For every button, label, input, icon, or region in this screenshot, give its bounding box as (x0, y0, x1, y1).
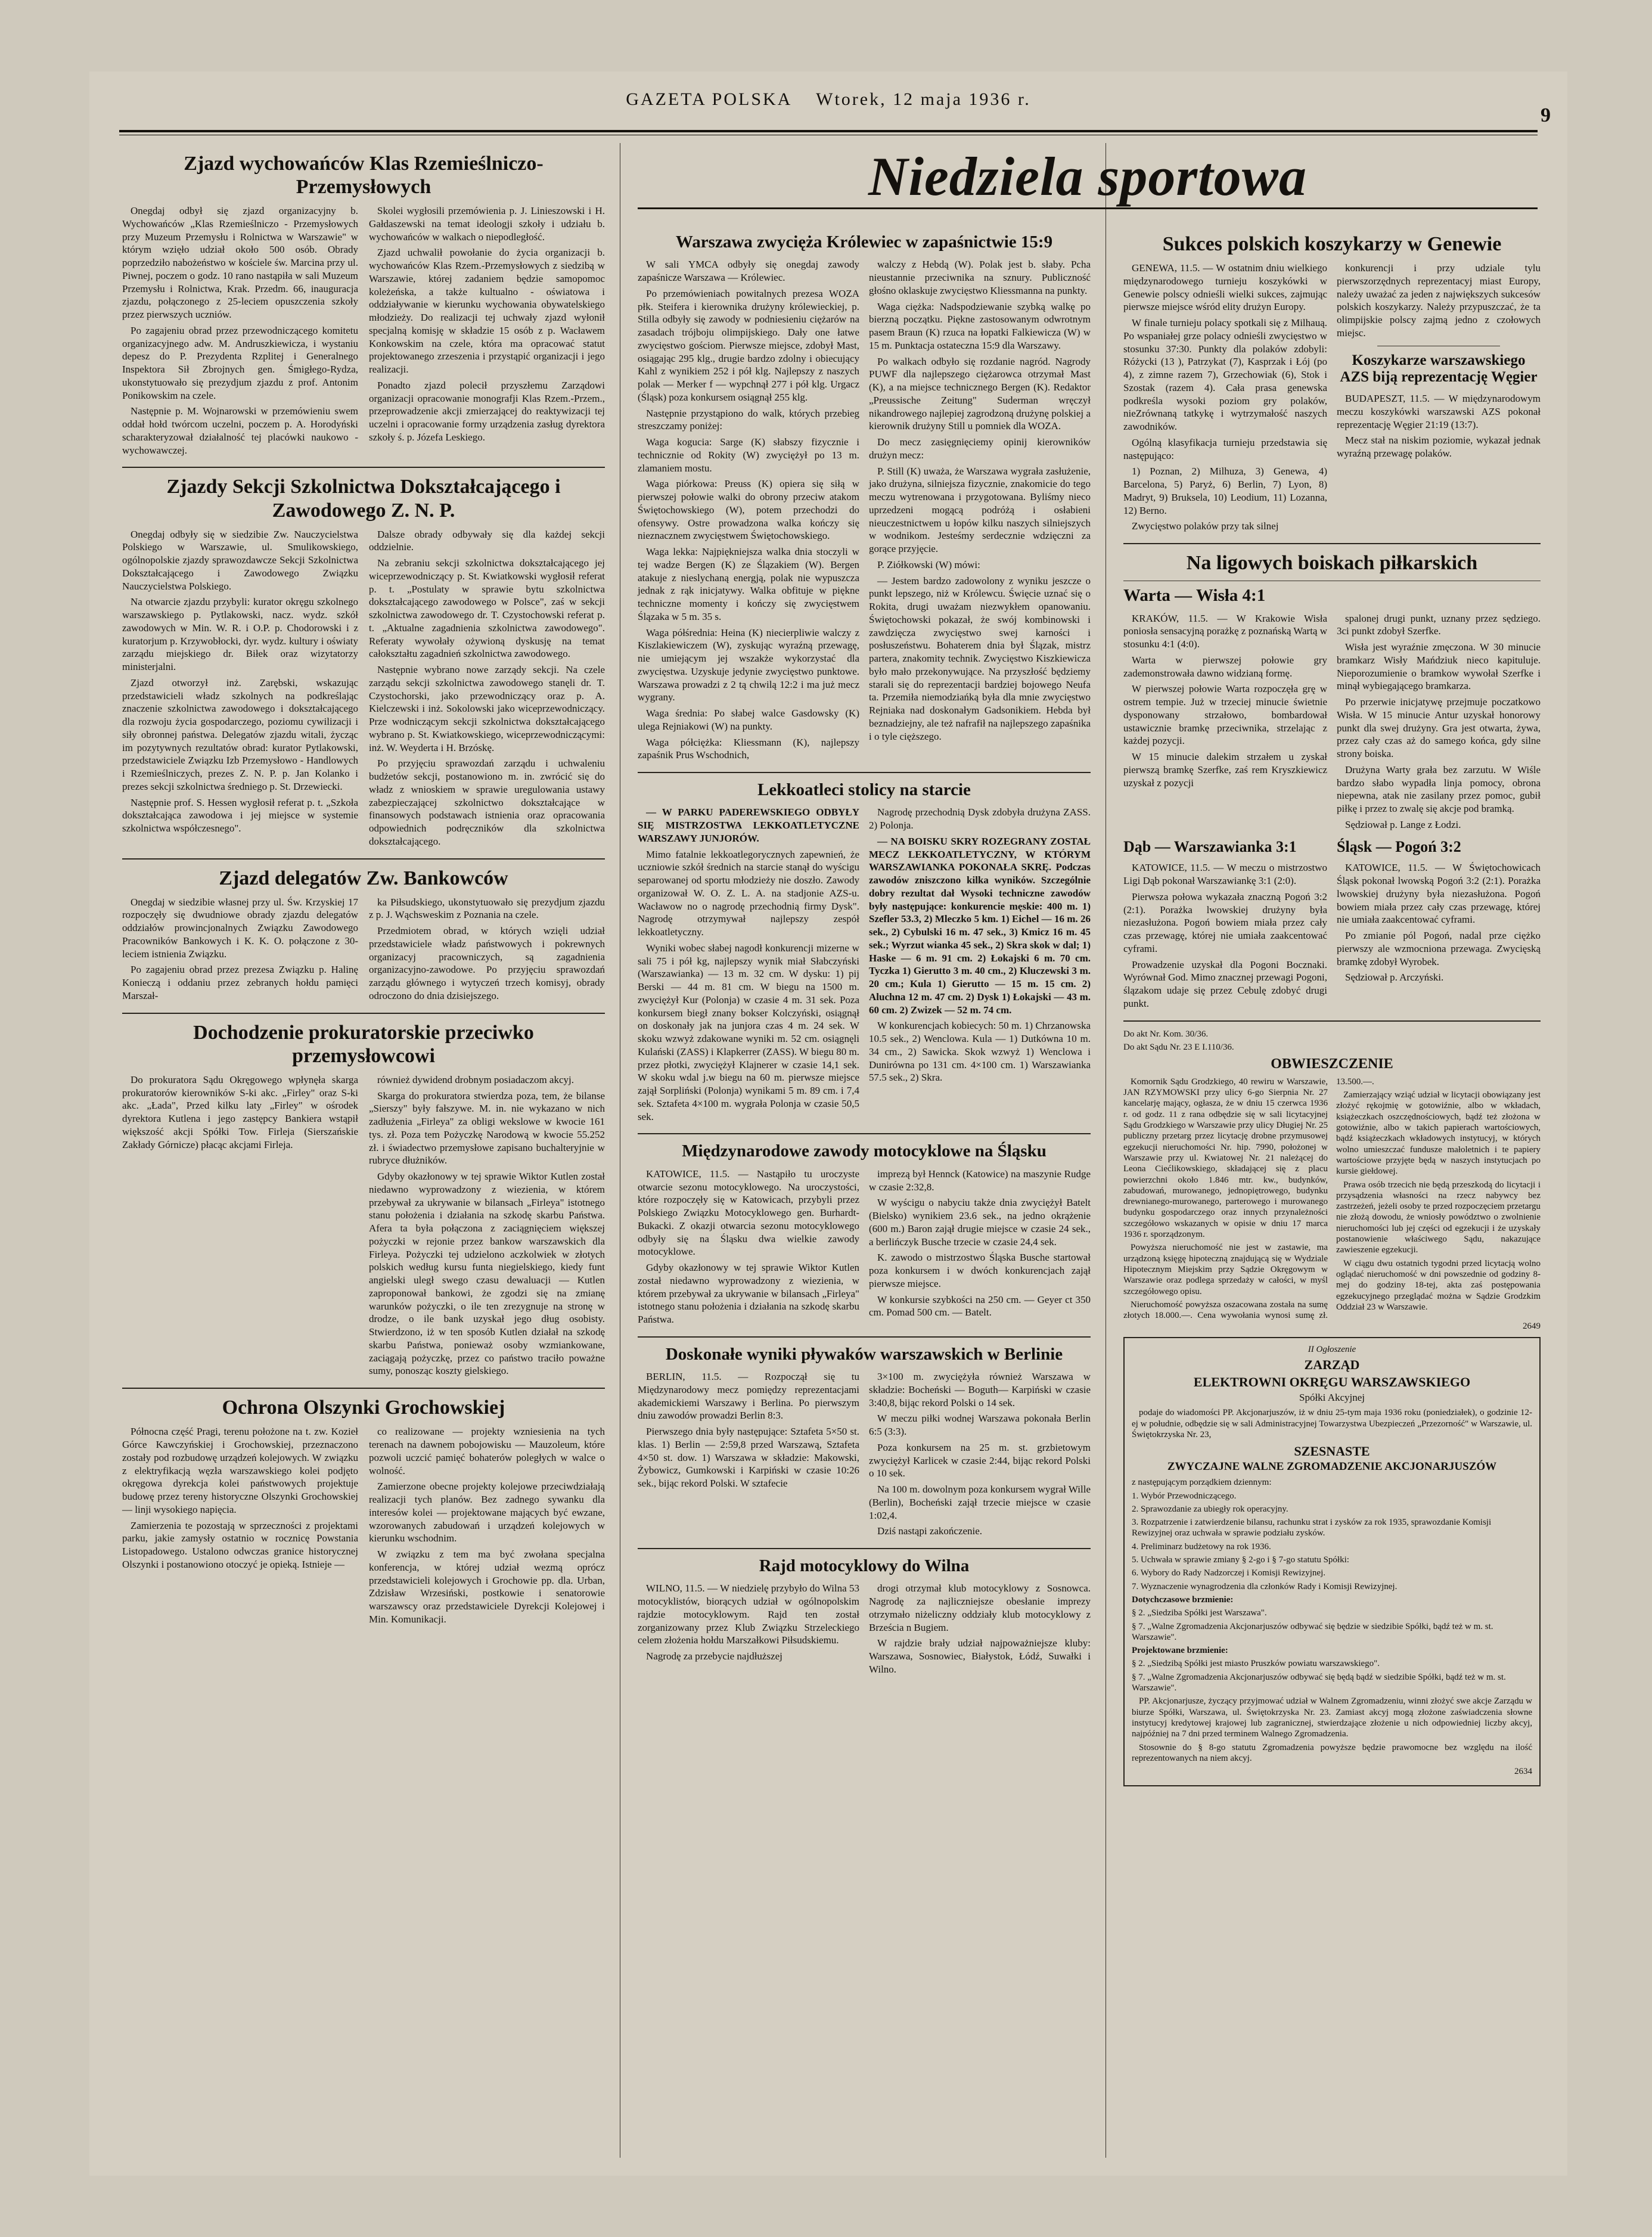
ad-org-line2: ELEKTROWNI OKRĘGU WARSZAWSKIEGO (1193, 1374, 1471, 1389)
notice-paragraph: Powyższa nieruchomość nie jest w zastawie, ma urządzoną księgę hipoteczną znajdującą się w Wydziale Hipotecznym Miejskim przy Sądzie Okręgowym w Warszawie oraz podlega sprzedaży w całości, w myśl szczegółowego opisu. (1123, 1243, 1328, 1296)
body-paragraph: P. Still (K) uważa, że Warszawa wygrała zasłużenie, jako drużyna, silniejsza fizycznie, znakomicie do tego meczu wytrenowana i przygotowana. Byliśmy nieco uprzedzeni mogącą podróżą i osłabieni nieuczestnictwem u łopów kilku naszych silniejszych w wodnikom. Jesteśmy serdecznie wdzięczni za gorące przyjęcie. (869, 465, 1091, 555)
headline-zjazd-bankowcow: Zjazd delegatów Zw. Bankowców (219, 867, 508, 889)
headline-lekkoatleci: Lekkoatleci stolicy na starcie (757, 780, 971, 800)
column-2 (638, 232, 1091, 1679)
body-paragraph: co realizowane — projekty wzniesienia na tych terenach na dawnem pobojowisku — Mauzoleum, które pozwoli uczcić pamięć bohaterów poległych w walce o wolność. (369, 1426, 605, 1476)
notice-ref-2: Do akt Sądu Nr. 23 E I.110/36. (1123, 1042, 1234, 1052)
body-paragraph: Waga średnia: Po słabej walce Gasdowsky (K) ulega Rejniakowi (W) na punkty. (638, 708, 859, 732)
ad-footer: PP. Akcjonarjusze, życzący przyjmować udział w Walnem Zgromadzeniu, winni złożyć swe akcje Zarządu w biurze Spółki, Warszawa, ul. Świętokrzyska Nr. 23. Zamiast akcyj mogą złożone zaświadczenia słowne instytucyj kredytowej krajowej lub zagranicznej, stwierdzające złożenie u nich odpowiedniej liczby akcyj, najpóźniej na 7 dni przed terminem Walnego Zgromadzenia. (1132, 1696, 1532, 1739)
section-divider (638, 1336, 1091, 1338)
body-paragraph: Gdyby okazłonowy w tej sprawie Wiktor Kutlen został niedawno wyprowadzony z wiezienia, w którem przebywał za ukrywanie w bilansach „Firleya" istotnego stanu położenia i działania na szkodę skarbu Państwa. (638, 1262, 859, 1326)
body-paragraph: imprezą był Hennck (Katowice) na maszynie Rudge w czasie 2:32,8. (869, 1168, 1091, 1193)
ad-org-line3: Spółki Akcyjnej (1299, 1391, 1365, 1403)
sports-banner-wrap (638, 146, 1538, 209)
body-paragraph: Nagrodę za przebycie najdłuższej (646, 1650, 782, 1662)
body-paragraph: KATOWICE, 11.5. — W meczu o mistrzostwo Ligi Dąb pokonał Warszawiankę 3:1 (2:0). (1123, 862, 1327, 887)
body-paragraph: W konkurencjach kobiecych: 50 m. 1) Chrzanowska 10.5 sek., 2) Wenclowa. Kula — 1) Dutkówna 10 m. 34 cm., 2) Sawicka. Skok wzwyż 1) Wenclowa i Dunirówna po 131 cm. 4×100 cm. 1) Warszawianka 57.5 sek., 2) Skra. (869, 1020, 1091, 1084)
body-paragraph: Zjazd otworzył inż. Zarębski, wskazując przedstawicieli władz szkolnych na podkreślając znaczenie szkolnictwa zawodowego i dokształcającego dla rozwoju życia gospodarczego, poziomu cywilizacji i siły obronnej państwa. Delegatów zjazdu witali, życząc im pozytywnych rezultatów obrad: kurator Pytlakowski, przedstawiciele Związku Izb Przemysłowo - Handlowych i Rzemieślniczych, prezes Z. N. P. p. Jan Kolanko i prezes sekcji szkolnictwa średniego p. St. Drzewiecki. (122, 677, 358, 792)
notice-ref-number: 2649 (1523, 1321, 1541, 1332)
body-paragraph: WILNO, 11.5. — W niedzielę przybyło do Wilna 53 motocyklistów, biorących udział w ogólnopolskim rajdzie motocyklowym. Rajd ten został zorganizowany przez Klub Związku Strzeleckiego celem złożenia hołdu Marszałkowi Piłsudskiemu. (638, 1583, 859, 1646)
ad-agenda-item: 5. Uchwała w sprawie zmiany § 2-go i § 7-go statutu Spółki: (1132, 1555, 1349, 1565)
body-paragraph-lead: — W PARKU PADEREWSKIEGO ODBYŁY SIĘ MISTRZOSTWA LEKKOATLETYCZNE WARSZAWY JUNJORÓW. (638, 806, 859, 844)
header-rule (119, 130, 1538, 135)
ad-agenda-intro: z następującym porządkiem dziennym: (1132, 1478, 1272, 1488)
body-paragraph: Skarga do prokuratora stwierdza poza, tem, że bilanse „Sierszy" były fałszywe. M. in. nie wykazano w nich zadłużenia „Firleya" za obligi wekslowe w kwocie 161 tys. zł. Poza tem Pożyczkę Narodową w kwocie 55.252 zł. i świadectwo przemysłowe zapisano buchalteryjnie w rubryce dłużników. (369, 1090, 605, 1166)
body-paragraph: Ogólną klasyfikacja turnieju przedstawia się następująco: (1123, 436, 1327, 461)
body-paragraph: Następnie wybrano nowe zarządy sekcji. Na czele zarządu sekcji szkolnictwa zawodowego stanęli dr. T. Czystochorski, jako przewodniczący oraz p. A. Kielczewski i inż. Sokolowski jako wiceprzewodniczący. Prze wodniczącym sekcji szkolnictwa dokształcającego wybrano p. St. Kwiatkowskiego, wiceprzewodniczącymi: inż. W. Weyderta i H. Brzóskę. (369, 664, 605, 753)
section-divider (638, 1133, 1091, 1134)
body-paragraph: Po walkach odbyło się rozdanie nagród. Nagrody PUWF dla najlepszego ciężarowca otrzymał Mast (K), a na miejsce technicznego Bergen (K). Redaktor „Preussische Zeitung" Suderman wręczył nikandrowego najlepiej zagrodzoną drużynę polskiej a kierownik drużyny Still u pomniek dla WOZA. (869, 355, 1091, 432)
section-divider (1123, 543, 1541, 544)
masthead-title: GAZETA POLSKA (626, 89, 791, 109)
column-3 (1123, 232, 1541, 1786)
banner-rule (638, 207, 1538, 209)
body-paragraph: Drużyna Warty grała bez zarzutu. W Wiśle bardzo słabo wypadła linja pomocy, obrona niepewna, atak nie zasilany przez pomoc, gubił piłkę i przez to zwalę się akcje pod bramką. (1337, 764, 1541, 815)
body-paragraph: Północna część Pragi, terenu położone na t. zw. Kozieł Górce Kawczyńskiej i Grochowskiej, przeznaczono zostały pod rozbudowę urządzeń kolejowych. W związku z elektryfikacją węzła warszawskiego kolei podjęto okręgowa dyrekcja kolei państwowych projektuje budowę przez tereny historyczne Olszynki Grochowskiej — linji wysokiego napięcia. (122, 1426, 358, 1515)
body-paragraph: Na zebraniu sekcji szkolnictwa dokształcającego jej wiceprzewodniczący p. St. Kwiatkowski wygłosił referat p. t. „Postulaty w sprawie bytu szkolnictwa dokształcającego zawodowego w Polsce", zaś w sekcji szkolnictwa zawodowego dr. T. Czystochowski referat p. t. „Aktualne zagadnienia szkolnictwa zawodowego". Referaty wywołały ożywioną dyskusję na temat całokształtu zagadnień szkolnictwa zawodowego. (369, 557, 605, 660)
match-score-dab-warszawianka: Dąb — Warszawianka 3:1 (1123, 837, 1297, 855)
body-paragraph: W związku z tem ma być zwołana specjalna konferencja, w której udział wezmą oprócz przedstawicieli kolejowych i Grochowie pp. dla. Urban, Zdzisław Wrzesiński, postkowie i senatorowie warszawscy oraz przedstawiciele Dyrekcji Kolejowej i Min. Komunikacji. (369, 1549, 605, 1625)
ad-footer: Stosownie do § 8-go statutu Zgromadzenia powyższe będzie prawomocne bez względu na ilość reprezentowanych na niem akcyj. (1132, 1742, 1532, 1763)
body-paragraph: Dalsze obrady odbywały się dla każdej sekcji oddzielnie. (369, 528, 605, 553)
body-paragraph: Waga półśrednia: Heina (K) niecierpliwie walczy z Kiszlakiewiczem (W), zyskując wyraźną przewagę, nie umiejącym jej wszakże wykorzystać dla zwycięstwa. Uzyskuje jedynie zwycięstwo punktowe. Warszawa prowadzi z 2 tą chwilą 12:2 i ma już mecz wygrany. (638, 626, 859, 703)
notice-paragraph: Prawa osób trzecich nie będą przeszkodą do licytacji i przysądzenia własności na rzecz nabywcy bez zastrzeżeń, jeżeli osoby te przed rozpoczęciem przetargu nie złożą dowodu, że wniosły powództwo o zwolnienie nieruchomości lub jej części od egzekucji i że uzyskały postanowienie właściwego Sądu, nakazujące zawieszenie egzekucji. (1336, 1180, 1541, 1255)
body-paragraph: KATOWICE, 11.5. — W Świętochowicach Śląsk pokonał lwowską Pogoń 3:2 (2:1). Porażka lwowskiej drużyny była niezasłużona. Pogoń bowiem miała przez cały czas przewagę, której nie umiała zaakcentować cyframi. (1337, 862, 1541, 926)
ad-new-item: § 7. „Walne Zgromadzenia Akcjonarjuszów odbywać się będą bądź w siedzibie Spółki, bądź też w m. st. Warszawie". (1132, 1672, 1506, 1693)
ad-ref-number: 2634 (1514, 1767, 1532, 1777)
body-paragraph: Po przerwie inicjatywę przejmuje poczatkowo Wisła. W 15 minucie Antur uzyskał honorowy punkt dla swej drużyny. Gra jest otwarta, żywa, przez cały czas aż do samego końca, gdy silne strony boiska. (1337, 696, 1541, 760)
body-paragraph: Przedmiotem obrad, w których wzięli udział przedstawiciele władz państwowych i pokrewnych organizacyj pracowniczych, są zagadnienia organizacyjno-zawodowe. Po przyjęciu sprawozdań zarządu głównego i wytyczeń trzech komisyj, obrady odroczono do dnia dzisiejszego. (369, 925, 605, 1001)
body-paragraph: — Jestem bardzo zadowolony z wyniku jeszcze o punkt lepszego, niż w Królewcu. Święcie uznać się o Rokita, drugi uważam niezwykłem opanowaniu. Świętochowski pokazał, że swój kombinowski i zawdzięcza zwycięstwo swej karności i posłuszeństwu. Bohaterem dnia był Ślązak, mistrz partera, znakomity technik. Zwycięstwo Kiszkiewicza było mało przekonywujące. Na przyszłość będziemy starali się do reprezentacji bardziej bojowego Neufa ta. Przemiła niemodziańką była dla mnie zwycięstwo Rejniaka nad doskonałym Gadsonikiem. Hebda był beznadziejny, ale też nafrafił na najlepszego zapaśnika i o tyle cięższego. (869, 575, 1091, 742)
body-paragraph: Po przyjęciu sprawozdań zarządu i uchwaleniu budżetów sekcji, postanowiono m. in. zwrócić się do władz z wnioskiem w sprawie uregulowania ustawy zabezpieczającej szkolnictwo dokształcające w finansowych podstawach istnienia oraz opracowania odpowiednich podręczników dla szkolnictwa dokształcającego. (369, 758, 605, 847)
body-paragraph: K. zawodo o mistrzostwo Śląska Busche startował poza konkursem i w dwóch konkurencjach zajął pierwsze miejsce. (869, 1252, 1091, 1289)
headline-sukces-koszykarzy: Sukces polskich koszykarzy w Genewie (1162, 233, 1502, 255)
match-score-warta-wisla: Warta — Wisła 4:1 (1123, 586, 1266, 606)
body-paragraph: Warta w pierwszej połowie gry zademonstrowała dawno widzianą formę. (1123, 654, 1327, 679)
body-paragraph: Onegdaj odbył się zjazd organizacyjny b. Wychowańców „Klas Rzemieślniczo - Przemysłowych przy Muzeum Przemysłu i Rolnictwa w Warszawie" w którym wzięło udział około 500 osób. Obrady poprzedziło nabożeństwo w kościele św. Marcina przy ul. Piwnej, poczem o godz. 10 rano nastąpiła w sali Muzeum Przemysłu i Rolnictwa, Krak. Przedm. 66, inauguracja zjazdu, połączonego z 25-leciem opuszczenia szkoły przez pierwszych uczniów. (122, 205, 358, 321)
body-paragraph: W 15 minucie dalekim strzałem u zyskał pierwszą bramkę Szerfke, zaś rem Kryszkiewicz uzyskał z pozycji (1123, 751, 1327, 789)
body-paragraph: Następnie p. M. Wojnarowski w przemówieniu swem oddał hołd twórcom uczelni, poczem p. A. Horodyński scharakteryzował działalność tej placówki naukowo - wychowawczej. (122, 405, 358, 456)
body-paragraph: Prowadzenie uzyskał dla Pogoni Bocznaki. Wyrównał God. Mimo znacznej przewagi Pogoni, ślązakom udaje się przez Cebulę zdobyć drugi punkt. (1123, 958, 1327, 1009)
ad-org-line1: ZARZĄD (1304, 1357, 1360, 1372)
ad-agenda-item: 1. Wybór Przewodniczącego. (1132, 1491, 1237, 1501)
body-paragraph: KATOWICE, 11.5. — Nastąpiło tu uroczyste otwarcie sezonu motocyklowego. Na uroczystości, które rozpoczęły się w Katowicach, przybyli przez Polskiego Związku Motocyklowego gen. Burhardt-Bukacki. Z okazji otwarcia sezonu motocyklowego odbyły się na Śląsku dwa wielkie zawody motocyklowe. (638, 1168, 859, 1258)
ad-change-item: § 7. „Walne Zgromadzenia Akcjonarjuszów odbywać się będzie w siedzibie Spółki, bądź też w m. st. Warszawie". (1132, 1621, 1493, 1642)
section-divider (122, 1013, 605, 1014)
body-paragraph: ka Piłsudskiego, ukonstytuowało się prezydjum zjazdu z p. J. Wąchsweskim z Poznania na czele. (369, 896, 605, 921)
body-paragraph: BUDAPESZT, 11.5. — W międzynarodowym meczu koszykówki warszawski AZS pokonał reprezentację Węgier 21:19 (13:7). (1337, 393, 1541, 430)
ad-agenda-item: 6. Wybory do Rady Nadzorczej i Komisji Rewizyjnej. (1132, 1568, 1325, 1578)
body-paragraph: Mimo fatalnie lekkoatlegorycznych zapewnień, że uczniowie szkół średnich na starcie stanął do wyścigu separowanej od sportu młodzieży nie doszło. Zawody organizował W. O. Z. L. A. na stadjonie AZS-u. Wacławow no o nagrodę przechodnią firmy Dysk". Nagrodę otrzymywał najlepszy zespół lekkoatletyczny. (638, 848, 859, 938)
section-divider (122, 858, 605, 860)
advertisement-box (1123, 1337, 1541, 1787)
ad-agenda-item: 2. Sprawozdanie za ubiegły rok operacyjny. (1132, 1504, 1288, 1514)
body-paragraph: Waga kogucia: Sarge (K) słabszy fizycznie i technicznie od Rokity (W) zwyciężył po 13 m. zlamaniem mostu. (638, 436, 859, 474)
ad-new-item: § 2. „Siedzibą Spółki jest miasto Pruszków powiatu warszawskiego". (1132, 1659, 1380, 1669)
match-score-slask-pogon: Śląsk — Pogoń 3:2 (1337, 837, 1461, 855)
body-paragraph: W finale turnieju polacy spotkali się z Milhauą. Po wspaniałej grze polacy odnieśli zwycięstwo w stosunku 37:30. Punkty dla polaków zdobyli: Różycki (13 ), Patrzykat (7), Kasprzak i Łój (po 4), z zimne razem 7), Grzechowiak (6), Stok i Szostak (razem 4). Cała prasa genewska podkreśla wysoki poziom gry polaków, nieZrównaną tatkykę i wytrzymałość naszych zawodników. (1123, 317, 1327, 433)
body-paragraph: W sali YMCA odbyły się onegdaj zawody zapaśnicze Warszawa — Królewiec. (638, 259, 859, 284)
body-paragraph: Waga ciężka: Nadspodziewanie szybką walkę po bierzną początku. Piękne zastosowanym odwrotnym pasem Braun (K) rzuca na łopatki Falkiewicza (W) w 15 m. Punktacja ostateczna 15:9 dla Warszawy. (869, 300, 1091, 351)
notice-paragraph: Zamierzający wziąć udział w licytacji obowiązany jest złożyć rękojmię w gotowiźnie, albo w wkładach, książeczkach oszczędnościowych, bądź też złożona w gotowiźnie, albo w takich papierach wartościowych, bądź książeczkach wkładowych instytucyj, w których wolno umieszczać fundusze małoletnich i te papiery wartościowe przyjęte będą w naszych instytucjach po kursie giełdowej. (1336, 1090, 1541, 1177)
body-paragraph: Pierwsza połowa wykazała znaczną Pogoń 3:2 (2:1). Porażka lwowskiej drużyny była niezasłużona. Pogoń bowiem miała przez cały czas przewagę, której nie umiała zaakcentować cyframi. (1123, 891, 1327, 954)
headline-dochodzenie-prokuratorskie: Dochodzenie prokuratorskie przeciwko przemysłowcowi (193, 1021, 534, 1067)
body-paragraph: również dywidend drobnym posiadaczom akcyj. (377, 1073, 574, 1085)
body-paragraph: Mecz stał na niskim poziomie, wykazał jednak wyraźną przewagę polaków. (1337, 435, 1541, 460)
section-divider (638, 772, 1091, 773)
headline-warszawa-krolewiec: Warszawa zwycięża Królewiec w zapaśnictwie 15:9 (675, 232, 1053, 252)
ad-intro: podaje do wiadomości PP. Akcjonarjuszów, iż w dniu 25-tym maja 1936 roku (poniedziałek), o godzinie 12-ej w południe, odbędzie się w sali Administracyjnej Towarzystwa Ubezpieczeń „Przezorność" w Warszawie, ul. Świętokrzyska Nr. 23, (1132, 1408, 1532, 1439)
body-paragraph: konkurencji i przy udziale tylu pierwszorzędnych reprezentacyj miast Europy, należy uważać za jeden z największych sukcesów polskich koszykarzy. Należy przypuszczać, że ta olimpijskie polscy zajmą jedno z czołowych miejsc. (1337, 262, 1541, 339)
body-paragraph: Wyniki wobec słabej nagodł konkurencji mizerne w sali 75 i pół kg, najlepszy wynik miał Słabczyński (Warszawianka) — 13 m. 32 cm. W dysku: 1) pij Berski — 44 m. 81 cm. W biegu na 1500 m. zwyciężył Kur (Polonja) w czasie 4 m. 31 sek. Poza konkursem biegł znany bokser Kolczyński, osiągnął on doskonały jak na junjora czas 4 m. 24 sek. W skoku wzwyż zdakowane wyniki m. 52 cm. osiągnęli Kulański (ZASS) i Klapkerrer (ZASS). W biegu 80 m. przez płotki, zwyciężył Klajnerer w czasie 14,1 sek. W skoku wdal j.w biegu na 60 m. pierwsze miejsce zajął Sorpliński (Polonja) wynikami 5 m. 89 cm. i 7,4 sek. Sztafeta 4×100 m. wygrała Polonja w czasie 50,5 sek. (638, 942, 859, 1122)
body-paragraph: Onegdaj w siedzibie własnej przy ul. Św. Krzyskiej 17 rozpoczęły się dwudniowe obrady zjazdu delegatów oddziałów prowincjonalnych Związku Zawodowego Pracowników Bankowych i K. K. O. połączone z 30-leciem istnienia Związku. (122, 896, 358, 960)
ad-agenda-item: 3. Rozpatrzenie i zatwierdzenie bilansu, rachunku strat i zysków za rok 1935, sprawozdanie Komisji Rewizyjnej oraz uchwała w sprawie podziału zysków. (1132, 1518, 1492, 1538)
notice-ref-1: Do akt Nr. Kom. 30/36. (1123, 1029, 1209, 1039)
notice-paragraph: W ciągu dwu ostatnich tygodni przed licytacją wolno oglądać nieruchomość w dni powszednie od godziny 8-mej do godziny 18-tej, akta zaś postępowania egzekucyjnego przeglądać można w Sądzie Grodzkim Oddział 23 w Warszawie. (1336, 1258, 1541, 1312)
body-paragraph-lead: — NA BOISKU SKRY ROZEGRANY ZOSTAŁ MECZ LEKKOATLETYCZNY, W KTÓRYM WARSZAWIANKA POKONAŁA SKRĘ. Podczas zawodów zniszczono kilka wyników. Szczególnie dobry rezultat dał Wysoki techniczne zawodów były następujące: konkurencie męskie: 400 m. 1) Szefler 53.3, 2) Mleczko 5 km. 1) Eichel — 16 m. 26 sek., 2) Cybulski 16 m. 47 sek., 3) Kmicz 16 m. 45 sek.; Wyrzut wianka 45 sek., 2) Skra skok w dal; 1) Haske — 6 m. 91 cm. 2) Łokajski 6 m. 70 cm. Tyczka 1) Gierutto 3 m. 40 cm., 2) Kluczewski 3 m. 20 cm.; Kula 1) Gierutto — 15 m. 15 cm. 2) Aluchna 12 m. 47 cm. 2) Dysk 1) Łokajski — 43 m. 60 cm. 2) Zwizek — 52 m. 74 cm. (869, 835, 1091, 1016)
body-paragraph: Sędziował p. Arczyński. (1345, 972, 1444, 983)
body-paragraph: Dziś nastąpi zakończenie. (877, 1525, 983, 1537)
ad-new-title: Projektowane brzmienie: (1132, 1646, 1228, 1656)
body-paragraph: GENEWA, 11.5. — W ostatnim dniu wielkiego międzynarodowego turnieju koszykówki w Genewie polscy odnieśli wielki sukces, zajmując pierwsze miejsce wśród elity drużyn Europy. (1123, 262, 1327, 313)
body-paragraph: Nagrodę przechodnią Dysk zdobyła drużyna ZASS. 2) Polonja. (869, 806, 1091, 831)
body-paragraph: P. Ziółkowski (W) mówi: (877, 559, 980, 570)
headline-azs-wegry: Koszykarze warszawskiego AZS biją reprezentację Węgier (1340, 352, 1538, 386)
headline-rajd-wilno: Rajd motocyklowy do Wilna (759, 1556, 970, 1576)
ad-title-1: SZESNASTE (1294, 1444, 1370, 1459)
body-paragraph: Zamierzenia te pozostają w sprzeczności z projektami parku, jakie zamysły ostatnio w rocznicę Powstania Listopadowego. Ustalono odwczas granice historycznej Olszynki i postanowiono otoczyć je opieką. Istnieje — (122, 1519, 358, 1570)
body-paragraph: W rajdzie brały udział najpoważniejsze kluby: Warszawa, Sosnowiec, Białystok, Łódź, Suwałki i Wilno. (869, 1637, 1091, 1675)
body-paragraph: Po zagajeniu obrad przez przewodniczącego komitetu organizacyjnego adw. M. Andruszkiewicza, i wystaniu depesz do P. Prezydenta Rzplitej i Generalnego Inspektora Sił Zbrojnych gen. Śmigłego-Rydza, ukonstytuowało się prezydjum zjazdu z prof. Antonim Ponikowskim na czele. (122, 324, 358, 401)
section-divider (122, 1388, 605, 1389)
body-paragraph: spalonej drugi punkt, uznany przez sędziego. 3ci punkt zdobył Szerfke. (1337, 612, 1541, 637)
body-paragraph: Waga półciężka: Kliessmann (K), najlepszy zapaśnik Prus Wschodnich, (638, 736, 859, 761)
body-paragraph: BERLIN, 11.5. — Rozpoczął się tu Międzynarodowy mecz pomiędzy reprezentacjami akademickiemi Warszawy i Berlina. Po pierwszym dniu zawodów prowadzi Berlin 8:3. (638, 1371, 859, 1422)
ad-agenda-item: 7. Wyznaczenie wynagrodzenia dla członków Rady i Komisji Rewizyjnej. (1132, 1581, 1398, 1591)
section-divider (1123, 1020, 1541, 1022)
body-paragraph: Po zmianie pól Pogoń, nadal prze ciężko pierwszy ale wzmocniona przewaga. Zwycięską bramkę zdobył Wyrobek. (1337, 930, 1541, 967)
body-paragraph: Sędziował p. Lange z Łodzi. (1345, 818, 1461, 830)
body-paragraph: Pierwszego dnia były następujące: Sztafeta 5×50 st. klas. 1) Berlin — 2:59,8 przed Warszawą, Sztafeta 4×50 st. dow. 1) Warszawa w składzie: Makowski, Żybowicz, Gumkowski i Karpiński w czasie 10:26 sek., bijąc rekord Polski. W sztafecie (638, 1426, 859, 1490)
column-1 (122, 152, 605, 1629)
body-paragraph: W wyścigu o nabyciu także dnia zwyciężył Batelt (Bielsko) wynikiem 23.6 sek., na jedno okrążenie (600 m.) Baron zajął drugie miejsce w czasie 24 sek., a berlińczyk Busche trzecie w czasie 24,4 sek. (869, 1197, 1091, 1248)
body-paragraph: Gdyby okazłonowy w tej sprawie Wiktor Kutlen został niedawno wyprowadzony z wiezienia, w którem przebywał za ukrywanie w bilansach „Firleya" istotnego stanu położenia i działania na szkodę skarbu Państwa. Afera ta była połączona z zaciągnięciem większej pożyczki w rejonie przez bankow warszawskich dla Firleya. Pożyczki tej udzielono aczkolwiek w złotych polskich według kursu funta niegielskiego, kiedy funt angielski uległ swego czasu dewaluacji — Kutlen zaproponował bankowi, że zgodzi się na zmianę warunków pożyczki, o ile ten zrezygnuje na stronę w drodze, o ile bank uzyskał jego dług osobisty. Stwierdzono, iż w ten sposób Kutlen działał na szkodę skarbu Państwa, ponieważ osoby wzmiankowane, zaciągają pożyczkę, przez co państwo traciło poważne sumy, ponosząc koszty gielskiego. (369, 1171, 605, 1377)
notice-title: OBWIESZCZENIE (1271, 1056, 1393, 1072)
ad-number: II Ogłoszenie (1308, 1344, 1356, 1354)
body-paragraph: Po przemówieniach powitalnych prezesa WOZA płk. Steifera i kierownika drużyny królewieckiej, p. Stilla odbyły się zawody w podniesieniu ciężarów na zasadach trójboju olimpijskiego. Dały one łatwe zwycięstwo gościom. Pierwsze miejsce, zdobył Mast, osiągając 295 klg., drugie bardzo zdolny i obiecujący Kahl z wynikiem 252 i pół klg. Najlepszy z naszych polak — Merker f — wypchnął 277 i pół klg. Urgacz (Śląsk) poza konkursem osiągnął 255 klg. (638, 287, 859, 403)
body-paragraph: Poza konkursem na 25 m. st. grzbietowym zwyciężył Karlicek w czasie 2:44, bijąc rekord Polski o 10 sek. (869, 1441, 1091, 1479)
body-paragraph: Następnie prof. S. Hessen wygłosił referat p. t. „Szkoła dokształcająca zawodowa i jej miejsce w systemie szkolnictwa współczesnego". (122, 796, 358, 834)
body-paragraph: Do prokuratora Sądu Okręgowego wpłynęła skarga prokuratorów kierowników S-ki akc. „Firley" oraz S-ki akc. „Łada", Przed kilku laty „Firley" w ośrodek dyrektora Kutlena i jego zastępcy Bankiera wstąpił większość akcji Spółki Tow. Firleja (Sierszańskie Zakłady Górnicze) płacąc akcjami Firleja. (122, 1073, 358, 1150)
body-paragraph: Wisła jest wyraźnie zmęczona. W 30 minucie bramkarz Wisły Mańdziuk nieco kapituluje. Nieporozumienie o bramkow wywołał Szerfke i minął wybiegającego bramkarza. (1337, 641, 1541, 692)
body-paragraph: 3×100 m. zwyciężyła również Warszawa w składzie: Bocheński — Boguth— Karpiński w czasie 3:40,8, bijąc rekord Polski o 14 sek. (869, 1371, 1091, 1408)
body-paragraph: 1) Poznan, 2) Milhuza, 3) Genewa, 4) Barcelona, 5) Paryż, 6) Berlin, 7) Lyon, 8) Madryt, 9) Bruksela, 10) Leodium, 11) Lozanna, 12) Berno. (1123, 466, 1327, 516)
notice-paragraph: Komornik Sądu Grodzkiego, 40 rewiru w Warszawie, JAN RZYMOWSKI przy ulicy 6-go Sierpnia Nr. 27 kancelarję mający, ogłasza, że w dniu 15 czerwca 1936 r. od godz. 11 z rana odbędzie się w sali licytacyjnej Sądu Grodzkiego w Warszawie przy ulicy Długiej Nr. 25 publiczny przetarg przez licytację drobne przymusowej egzekucji nieruchomości Nr. hip. 7990, położonej w Warszawie przy ul. Kwiatowej Nr. 21 należącej do Leona Ciećlikowskiego, składającej się z placu powierzchni około 1.846 mtr. kw., budynków, zabudowań, murowanego, jednopiętrowego, budynku drewnianego-murowanego, parterowego i murowanego budynku gospodarczego oraz innych przynależności szczegółowo wskazanych w opisie w dniu 17 marca 1936 r. sporządzonym. (1123, 1076, 1328, 1240)
body-paragraph: Następnie przystąpiono do walk, których przebieg streszczamy poniżej: (638, 407, 859, 432)
body-paragraph: Po zagajeniu obrad przez prezesa Związku p. Halinę Konieczą i oddaniu przez zebranych hołdu pamięci Marszał- (122, 964, 358, 1001)
headline-ochrona-olszynki: Ochrona Olszynki Grochowskiej (222, 1397, 505, 1419)
body-paragraph: drogi otrzymał klub motocyklowy z Sosnowca. Nagrodę za najliczniejsze obesłanie imprezy otrzymało niżeliczny oddziały klub motocyklowy z Brześcia n Bugiem. (869, 1583, 1091, 1633)
body-paragraph: Waga lekka: Najpiękniejsza walka dnia stoczyli w tej wadze Bergen (K) ze Ślązakiem (W). Bergen atakuje z nieslychaną energją, polak nie wypuszcza jednak z rąk inicjatywy. Walka obfituje w piękne techniczne momenty i kończy się zwycięstwem Ślązaka w 5 m. 35 s. (638, 546, 859, 622)
body-paragraph: Zwycięstwo polaków przy tak silnej (1132, 520, 1279, 532)
body-paragraph: Na 100 m. dowolnym poza konkursem wygrał Wille (Berlin), Bocheński zajął trzecie miejsce w czasie 1:02,4. (869, 1484, 1091, 1521)
ad-change-item: § 2. „Siedziba Spółki jest Warszawa". (1132, 1608, 1267, 1618)
section-divider (638, 1548, 1091, 1549)
headline-ligowe-boiska: Na ligowych boiskach piłkarskich (1186, 552, 1478, 575)
body-paragraph: W meczu piłki wodnej Warszawa pokonała Berlin 6:5 (3:3). (869, 1413, 1091, 1438)
body-paragraph: Ponadto zjazd polecił przyszłemu Zarządowi organizacji opracowanie monografji Klas Rzem.-Przem., przeprowadzenie akcji zmierzającej do reaktywizacji tej uczelni i opracowanie formy urządzenia zasług dyrektora szkoły ś. p. Józefa Leskiego. (369, 379, 605, 443)
body-paragraph: Zamierzone obecne projekty kolejowe przeciwdziałają realizacji tych planów. Bez zadnego sywanku dla interesów kolei — projektowane mających być ewzane, wzorowanych zabudowań i urządzeń kolejowych w kierunku wschodnim. (369, 1481, 605, 1544)
notice-paragraph: Nieruchomość powyższa oszacowana została na sumę złotych 18.000.—. Cena wywołania wynosi sumę zł. 13.500.—. (1123, 1076, 1374, 1321)
body-paragraph: KRAKÓW, 11.5. — W Krakowie Wisła poniosła sensacyjną porażkę z poznańską Wartą w stosunku 4:1 (4:0). (1123, 612, 1327, 650)
masthead (89, 89, 1567, 110)
body-paragraph: Zjazd uchwalił powołanie do życia organizacji b. wychowańców Klas Rzem.-Przemysłowych z siedzibą w Warszawie, której zadaniem będzie samopomoc koleżeńska, a także kultualno - oświatowa i oddziaływanie w kierunku wychowania obywatelskiego młodzieży. Do realizacji tej uchwały zjazd wyłonił specjalną komisję w składzie 15 osób z p. Wacławem Konkowskim na czele, która ma opracować statut projektowanego zrzeszenia i przystąpić organizacji i jego realizacji. (369, 247, 605, 376)
ad-agenda-item: 4. Preliminarz budżetowy na rok 1936. (1132, 1541, 1271, 1552)
headline-zjazd-wychowancow: Zjazd wychowańców Klas Rzemieślniczo-Przemysłowych (184, 153, 544, 198)
body-paragraph: W pierwszej połowie Warta rozpoczęła grę w ostrem tempie. Już w trzeciej minucie świetnie dysponowany strzałowo, bombardował ustawicznie bramkę przeciwnika, strzelając z każdej pozycji. (1123, 683, 1327, 747)
section-divider (122, 467, 605, 468)
masthead-date: Wtorek, 12 maja 1936 r. (816, 89, 1031, 109)
body-paragraph: Skolei wygłosili przemówienia p. J. Linieszowski i H. Gałdaszewski na temat ideologji szkoły i udziału b. wychowańców w walkach o niepodległość. (369, 205, 605, 243)
page-number: 9 (1541, 104, 1551, 126)
ad-title-2: ZWYCZAJNE WALNE ZGROMADZENIE AKCJONARJUSZÓW (1167, 1460, 1497, 1473)
body-paragraph: W konkursie szybkości na 250 cm. — Geyer ct 350 cm. Pomad 500 cm. — Batelt. (869, 1293, 1091, 1318)
ad-changes-title: Dotychczasowe brzmienie: (1132, 1594, 1234, 1605)
body-paragraph: Na otwarcie zjazdu przybyli: kurator okręgu szkolnego warszawskiego p. Pytlakowski, nacz. wydz. szkół zawodowych w Min. W. R. i O.P. p. Chodorowski i z kuratorjum p. Krzywobłocki, dyr. wydz. kultury i oświaty zarządu miejskiego dr. Biłek oraz wizytatorzy ministerjalni. (122, 596, 358, 673)
headline-zjazdy-sekcji: Zjazdy Sekcji Szkolnictwa Dokształcającego i Zawodowego Z. N. P. (166, 476, 561, 522)
headline-motocyklowe-slask: Międzynarodowe zawody motocyklowe na Śląsku (682, 1141, 1047, 1161)
body-paragraph: walczy z Hebdą (W). Polak jest b. słaby. Pcha nieustannie przeciwnika na sznury. Publiczność głośno oklaskuje zwycięstwo Kliessmanna na punkty. (869, 259, 1091, 296)
body-paragraph: Do mecz zasięgnięciemy opinij kierowników drużyn mecz: (869, 436, 1091, 461)
legal-notice (1123, 1029, 1541, 1332)
sports-banner: Niedziela sportowa (868, 146, 1308, 207)
headline-plywacy-berlin: Doskonałe wyniki pływaków warszawskich w Berlinie (665, 1344, 1063, 1364)
body-paragraph: Onegdaj odbyły się w siedzibie Zw. Nauczycielstwa Polskiego w Warszawie, ul. Smulikowskiego, ogólnopolskie zjazdy sprawozdawcze Sekcji Szkolnictwa Dokształcającego i Zawodowego Związku Nauczycielstwa Polskiego. (122, 528, 358, 592)
body-paragraph: Waga piórkowa: Preuss (K) opiera się siłą w pierwszej połowie walki do obrony przeciw atakom Świętochowskiego (W), potem przechodzi do ofensywy. Ostre prowadzona walka kończy się nieznacznem zwycięstwem Świętochowskiego. (638, 478, 859, 542)
